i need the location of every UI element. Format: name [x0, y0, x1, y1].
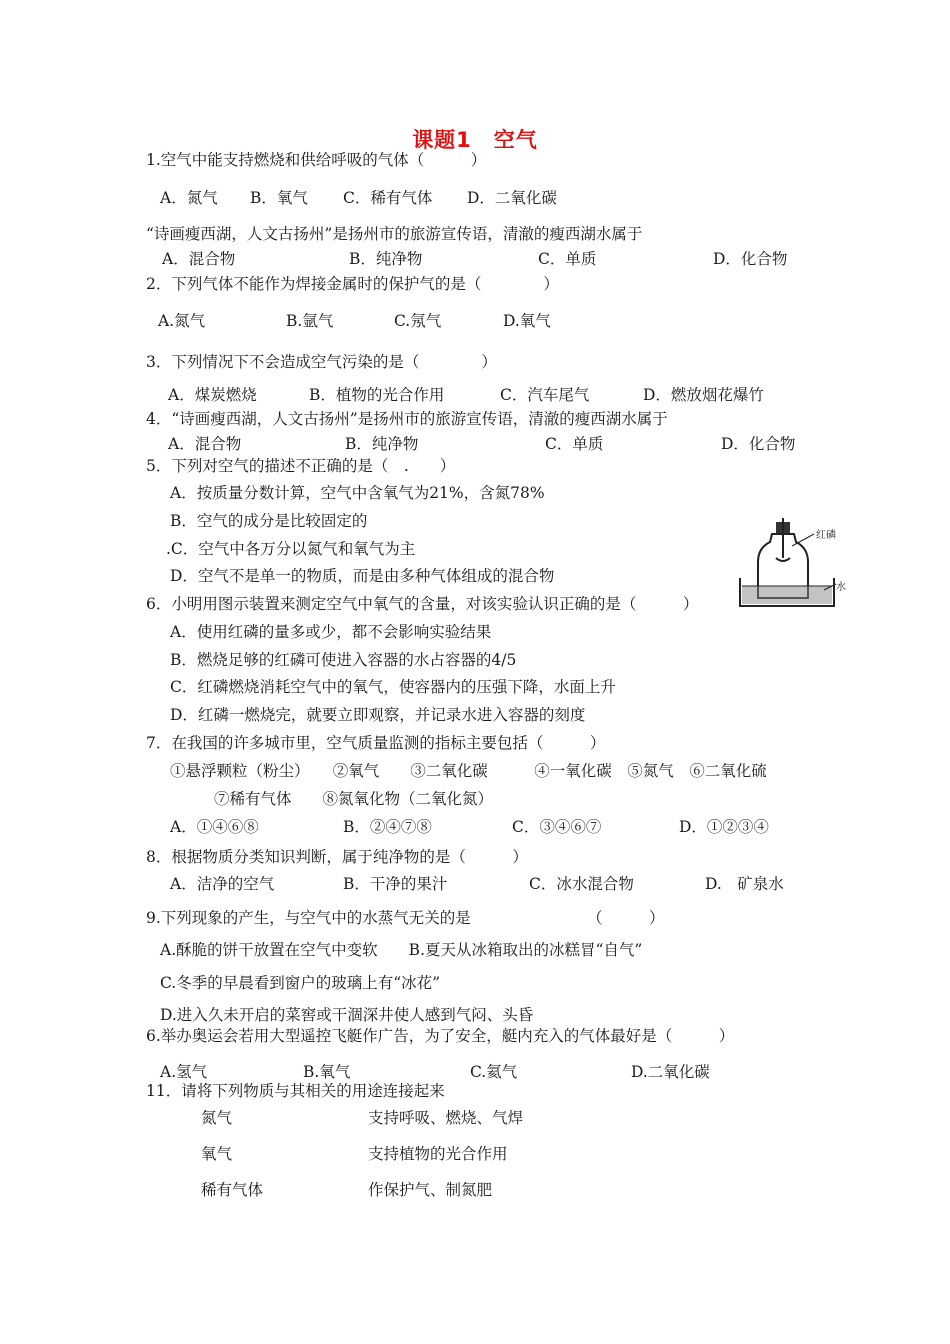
question-line: 2．下列气体不能作为焊接金属时的保护气的是（ ） [146, 275, 559, 293]
answer-option: A.氢气 [160, 1063, 208, 1081]
matching-substance: 稀有气体 [201, 1181, 264, 1199]
matching-substance: 氧气 [201, 1145, 233, 1163]
answer-option: B．②④⑦⑧ [343, 818, 432, 836]
question-line: ①悬浮颗粒（粉尘） ②氧气 ③二氧化碳 ④一氧化碳 ⑤氮气 ⑥二氧化硫 [170, 762, 767, 780]
answer-option: C．单质 [538, 250, 597, 268]
answer-option: A．混合物 [168, 435, 242, 453]
question-line: D．空气不是单一的物质，而是由多种气体组成的混合物 [170, 567, 555, 585]
matching-use: 作保护气、制氮肥 [368, 1181, 493, 1199]
answer-option: D．燃放烟花爆竹 [643, 386, 764, 404]
answer-option: C.氦气 [470, 1063, 518, 1081]
matching-use: 支持植物的光合作用 [368, 1145, 508, 1163]
question-line: 11．请将下列物质与其相关的用途连接起来 [146, 1082, 445, 1100]
matching-substance: 氮气 [201, 1109, 233, 1127]
answer-option: D．化合物 [721, 435, 796, 453]
question-line: B．燃烧足够的红磷可使进入容器的水占容器的4/5 [170, 651, 517, 669]
question-line: ⑦稀有气体 ⑧氮氧化物（二氧化氮） [214, 790, 494, 808]
answer-option: B．氧气 [250, 189, 308, 207]
question-line: D．红磷一燃烧完，就要立即观察，并记录水进入容器的刻度 [170, 706, 586, 724]
answer-option: C．单质 [545, 435, 604, 453]
answer-option: A．①④⑥⑧ [170, 818, 259, 836]
answer-option: A．混合物 [162, 250, 236, 268]
answer-option: A．煤炭燃烧 [168, 386, 257, 404]
question-line: 6．小明用图示装置来测定空气中氧气的含量，对该实验认识正确的是（ ） [146, 595, 699, 613]
answer-option: D．①②③④ [679, 818, 769, 836]
question-line: 7．在我国的许多城市里，空气质量监测的指标主要包括（ ） [146, 734, 606, 752]
question-line: 3．下列情况下不会造成空气污染的是（ ） [146, 353, 497, 371]
label-water: 水 [836, 582, 846, 593]
question-line: 1.空气中能支持燃烧和供给呼吸的气体（ ） [146, 151, 487, 169]
answer-option: D.二氧化碳 [631, 1063, 710, 1081]
answer-option: B．纯净物 [349, 250, 423, 268]
label-red-phosphorus: 红磷 [816, 530, 836, 541]
page-title: 课题1 空气 [412, 128, 538, 152]
answer-option: C．汽车尾气 [500, 386, 590, 404]
question-line: D.进入久未开启的菜窖或干涸深井使人感到气闷、头昏 [160, 1006, 534, 1024]
question-line: C．红磷燃烧消耗空气中的氧气，使容器内的压强下降，水面上升 [170, 678, 616, 696]
question-line: 4．“诗画瘦西湖，人文古扬州”是扬州市的旅游宣传语，清澈的瘦西湖水属于 [146, 410, 668, 428]
answer-option: C．③④⑥⑦ [512, 818, 602, 836]
answer-option: A.氮气 [158, 312, 206, 330]
question-line: B．空气的成分是比较固定的 [170, 512, 368, 530]
answer-option: B.氩气 [286, 312, 334, 330]
question-line: 8．根据物质分类知识判断，属于纯净物的是（ ） [146, 848, 528, 866]
answer-option: B．纯净物 [345, 435, 419, 453]
answer-option: C．冰水混合物 [529, 875, 634, 893]
answer-option: B.氧气 [303, 1063, 351, 1081]
question-line: “诗画瘦西湖，人文古扬州”是扬州市的旅游宣传语，清澈的瘦西湖水属于 [146, 225, 643, 243]
answer-option: D．化合物 [713, 250, 788, 268]
question-line: .C．空气中各万分以氮气和氧气为主 [166, 540, 416, 558]
apparatus-figure [736, 518, 848, 610]
answer-option: D.氧气 [503, 312, 551, 330]
question-line: 5．下列对空气的描述不正确的是（ . ） [146, 457, 456, 475]
answer-option: D. 矿泉水 [705, 875, 784, 893]
answer-option: A．洁净的空气 [170, 875, 275, 893]
question-line: 6.举办奥运会若用大型遥控飞艇作广告，为了安全，艇内充入的气体最好是（ ） [146, 1027, 735, 1045]
question-line: A．使用红磷的量多或少，都不会影响实验结果 [170, 623, 492, 641]
answer-option: B．干净的果汁 [343, 875, 448, 893]
answer-option: D．二氧化碳 [467, 189, 557, 207]
answer-option: B．植物的光合作用 [309, 386, 445, 404]
question-line: A．按质量分数计算，空气中含氧气为21%，含氮78% [170, 484, 545, 502]
answer-option: C.氖气 [394, 312, 442, 330]
question-line: A.酥脆的饼干放置在空气中变软 B.夏天从冰箱取出的冰糕冒“自气” [160, 941, 643, 959]
question-line: 9.下列现象的产生，与空气中的水蒸气无关的是 （ ） [146, 909, 665, 927]
matching-use: 支持呼吸、燃烧、气焊 [368, 1109, 524, 1127]
answer-option: C．稀有气体 [343, 189, 433, 207]
question-line: C.冬季的早晨看到窗户的玻璃上有“冰花” [160, 974, 441, 992]
answer-option: A．氮气 [160, 189, 218, 207]
